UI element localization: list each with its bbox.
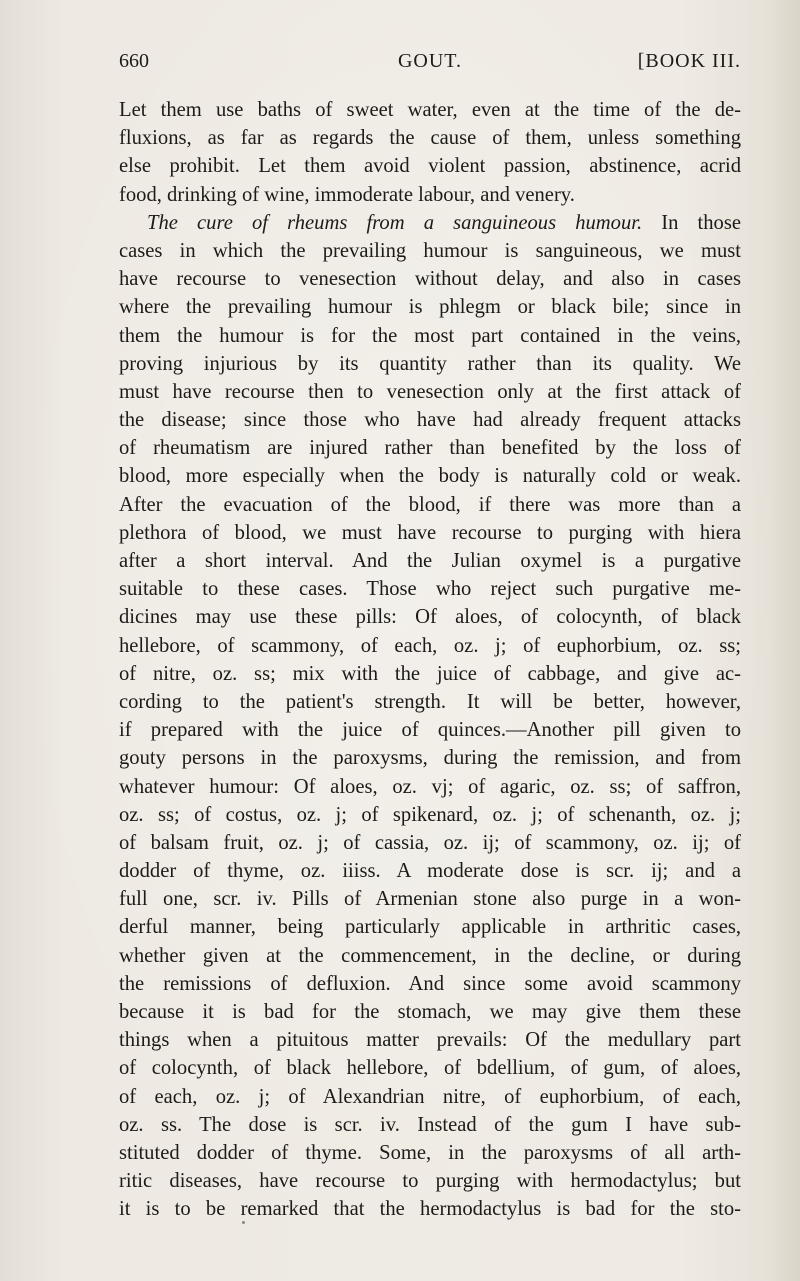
- text-line: of rheumatism are injured rather than benefited by the loss of: [119, 437, 741, 460]
- book-label: [BOOK III.: [637, 50, 741, 72]
- heading-line-text: In those: [661, 211, 742, 234]
- text-line: plethora of blood, we must have recourse to purging with hiera: [119, 521, 741, 544]
- text-line: whether given at the commencement, in the decline, or during: [119, 944, 741, 967]
- text-line: stituted dodder of thyme. Some, in the paroxysms of all arth-: [119, 1141, 741, 1164]
- running-header: [119, 50, 741, 78]
- text-line: food, drinking of wine, immoderate labour, and venery.: [119, 183, 575, 206]
- paragraph-2: [119, 209, 741, 1224]
- text-line: oz. ss; of costus, oz. j; of spikenard, oz. j; of schenanth, oz. j;: [119, 803, 741, 826]
- text-line: gouty persons in the paroxysms, during the remission, and from: [119, 747, 741, 770]
- running-title: GOUT.: [397, 50, 463, 72]
- text-line: if prepared with the juice of quinces.—Another pill given to: [119, 719, 741, 742]
- page-number: 660: [119, 50, 149, 72]
- text-line: whatever humour: Of aloes, oz. vj; of agaric, oz. ss; of saffron,: [119, 775, 741, 798]
- text-line: of balsam fruit, oz. j; of cassia, oz. ij; of scammony, oz. ij; of: [119, 831, 741, 854]
- text-line: full one, scr. iv. Pills of Armenian stone also purge in a won-: [119, 888, 741, 911]
- text-line: ritic diseases, have recourse to purging with hermodactylus; but: [119, 1170, 741, 1193]
- text-line: fluxions, as far as regards the cause of them, unless something: [119, 127, 741, 150]
- text-line: have recourse to venesection without delay, and also in cases: [119, 268, 741, 291]
- paragraph-1: [119, 96, 741, 209]
- text-line: derful manner, being particularly applicable in arthritic cases,: [119, 916, 741, 939]
- text-line: hellebore, of scammony, of each, oz. j; of euphorbium, oz. ss;: [119, 634, 741, 657]
- text-line: [119, 209, 741, 237]
- section-heading: The cure of rheums from a sanguineous humour.: [147, 211, 643, 234]
- text-line: Let them use baths of sweet water, even at the time of the de-: [119, 99, 741, 121]
- text-line: the disease; since those who have had already frequent attacks: [119, 409, 741, 432]
- text-line: else prohibit. Let them avoid violent passion, abstinence, acrid: [119, 155, 741, 178]
- text-line: because it is bad for the stomach, we may give them these: [119, 1001, 741, 1023]
- text-line: things when a pituitous matter prevails: Of the medullary part: [119, 1029, 741, 1052]
- text-line: dodder of thyme, oz. iiiss. A moderate dose is scr. ij; and a: [119, 860, 741, 883]
- text-line: must have recourse then to venesection only at the first attack of: [119, 380, 741, 403]
- text-line: of colocynth, of black hellebore, of bdellium, of gum, of aloes,: [119, 1057, 741, 1080]
- text-line: where the prevailing humour is phlegm or black bile; since in: [119, 296, 741, 319]
- text-line: the remissions of defluxion. And since some avoid scammony: [119, 972, 741, 995]
- text-line: suitable to these cases. Those who reject such purgative me-: [119, 578, 741, 601]
- text-line: after a short interval. And the Julian oxymel is a purgative: [119, 550, 741, 572]
- text-line: it is to be remarked that the hermodactylus is bad for the sto-: [119, 1198, 741, 1221]
- text-line: oz. ss. The dose is scr. iv. Instead of the gum I have sub-: [119, 1113, 741, 1136]
- text-line: them the humour is for the most part contained in the veins,: [119, 324, 741, 347]
- text-line: blood, more especially when the body is naturally cold or weak.: [119, 465, 741, 488]
- body-text: [119, 96, 741, 1224]
- text-line: After the evacuation of the blood, if there was more than a: [119, 493, 741, 516]
- paper-speck: [242, 1221, 245, 1224]
- text-line: cording to the patient's strength. It will be better, however,: [119, 690, 741, 713]
- text-line: of each, oz. j; of Alexandrian nitre, of euphorbium, of each,: [119, 1085, 741, 1108]
- text-line: cases in which the prevailing humour is sanguineous, we must: [119, 239, 741, 262]
- text-line: of nitre, oz. ss; mix with the juice of cabbage, and give ac-: [119, 662, 741, 685]
- text-line: proving injurious by its quantity rather than its quality. We: [119, 352, 741, 375]
- text-line: dicines may use these pills: Of aloes, of colocynth, of black: [119, 606, 741, 629]
